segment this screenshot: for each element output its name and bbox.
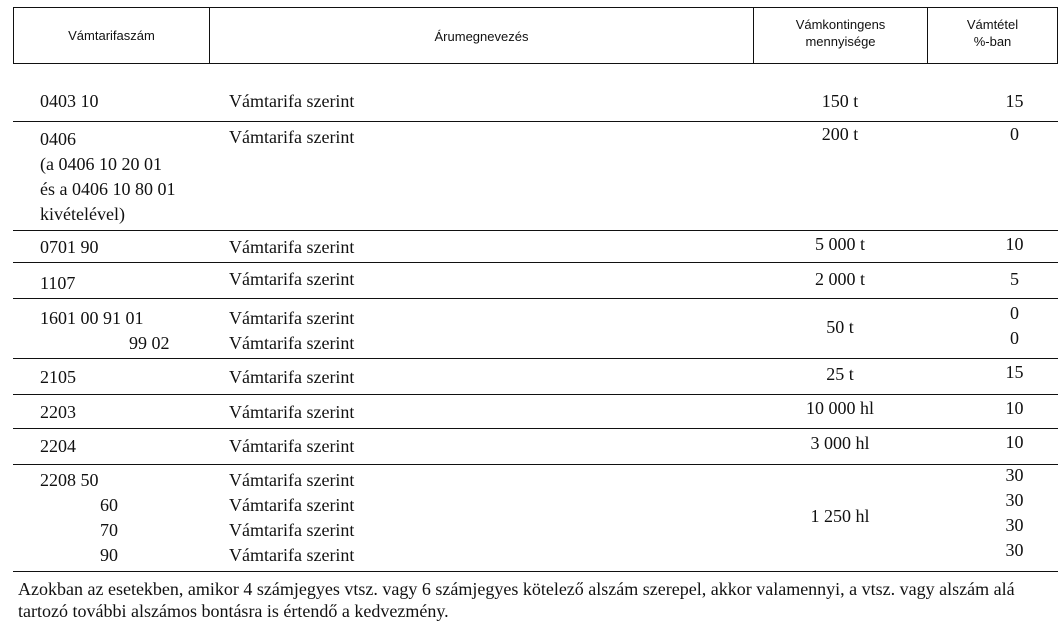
row-rate bbox=[927, 122, 1060, 147]
header-name-label: Árumegnevezés bbox=[434, 29, 529, 44]
row-code bbox=[40, 271, 230, 296]
row-code bbox=[40, 400, 230, 425]
row-name bbox=[229, 400, 729, 425]
name-line: Vámtarifa szerint bbox=[229, 308, 355, 328]
name-line: Vámtarifa szerint bbox=[229, 237, 355, 257]
code-line: kivételével) bbox=[40, 204, 125, 224]
code-line: 1601 00 91 01 bbox=[40, 308, 144, 328]
code-line: 2204 bbox=[40, 436, 76, 456]
code-line: 70 bbox=[100, 520, 118, 540]
row-quota: 50 t bbox=[826, 317, 854, 337]
code-line: 99 02 bbox=[129, 333, 170, 353]
table-header bbox=[13, 7, 1058, 64]
row-quota: 10 000 hl bbox=[805, 398, 874, 418]
name-line: Vámtarifa szerint bbox=[229, 495, 355, 515]
table-row bbox=[13, 358, 1058, 394]
rate-line: 5 bbox=[1010, 269, 1019, 289]
rate-line: 30 bbox=[1005, 465, 1024, 485]
rate-line: 15 bbox=[1005, 91, 1024, 111]
row-rate bbox=[927, 430, 1060, 455]
code-line: és a 0406 10 80 01 bbox=[40, 179, 176, 199]
table-row bbox=[13, 464, 1058, 572]
row-name bbox=[229, 235, 729, 260]
table-row bbox=[13, 262, 1058, 297]
code-line: 90 bbox=[100, 545, 118, 565]
header-rate-label: Vámtétel %-ban bbox=[966, 17, 1019, 49]
footnote: Azokban az esetekben, amikor 4 számjegyes vtsz. vagy 6 számjegyes kötelező alszám szerepel, akkor valamennyi, a vtsz. vagy alszám alá tartozó további alszámos bontásra is értendő a kedvezmény. bbox=[18, 579, 1015, 621]
table-row bbox=[13, 394, 1058, 428]
name-line: Vámtarifa szerint bbox=[229, 402, 355, 422]
row-code bbox=[40, 89, 230, 114]
rate-line: 0 bbox=[1010, 303, 1019, 323]
name-line: Vámtarifa szerint bbox=[229, 91, 355, 111]
row-name bbox=[229, 468, 729, 568]
row-code bbox=[40, 468, 230, 568]
header-rate bbox=[928, 8, 1057, 63]
row-quota: 5 000 t bbox=[814, 234, 865, 254]
row-name bbox=[229, 434, 729, 459]
rate-line: 0 bbox=[1010, 328, 1019, 348]
row-code bbox=[40, 434, 230, 459]
row-name bbox=[229, 365, 729, 390]
name-line: Vámtarifa szerint bbox=[229, 545, 355, 565]
rate-line: 10 bbox=[1005, 234, 1024, 254]
name-line: Vámtarifa szerint bbox=[229, 520, 355, 540]
code-line: 1107 bbox=[40, 273, 76, 293]
name-line: Vámtarifa szerint bbox=[229, 269, 355, 289]
rate-line: 10 bbox=[1005, 398, 1024, 418]
row-rate bbox=[927, 232, 1060, 257]
row-rate bbox=[927, 89, 1060, 114]
header-quota bbox=[754, 8, 928, 63]
row-rate bbox=[927, 360, 1060, 385]
table-row bbox=[13, 89, 1058, 119]
row-rate bbox=[927, 396, 1060, 421]
row-code bbox=[40, 306, 230, 356]
row-code bbox=[40, 365, 230, 390]
row-name bbox=[229, 306, 729, 356]
row-quota: 2 000 t bbox=[814, 269, 865, 289]
code-line: 60 bbox=[100, 495, 118, 515]
table-row bbox=[13, 121, 1058, 230]
name-line: Vámtarifa szerint bbox=[229, 436, 355, 456]
code-line: 0406 bbox=[40, 129, 76, 149]
header-quota-label: Vámkontingens mennyisége bbox=[795, 17, 886, 49]
row-name bbox=[229, 125, 729, 150]
row-code bbox=[40, 235, 230, 260]
rate-line: 30 bbox=[1005, 540, 1024, 560]
row-quota: 3 000 hl bbox=[810, 433, 870, 453]
row-rate bbox=[927, 463, 1060, 563]
code-line: 0701 90 bbox=[40, 237, 99, 257]
row-quota: 25 t bbox=[826, 364, 854, 384]
code-line: 2208 50 bbox=[40, 470, 99, 490]
table-row bbox=[13, 298, 1058, 357]
row-quota: 1 250 hl bbox=[810, 506, 870, 526]
table-row bbox=[13, 428, 1058, 463]
rate-line: 0 bbox=[1010, 124, 1019, 144]
code-line: (a 0406 10 20 01 bbox=[40, 154, 162, 174]
name-line: Vámtarifa szerint bbox=[229, 470, 355, 490]
row-name bbox=[229, 89, 729, 114]
code-line: 2105 bbox=[40, 367, 76, 387]
row-code bbox=[40, 127, 230, 227]
rate-line: 30 bbox=[1005, 490, 1024, 510]
code-line: 2203 bbox=[40, 402, 76, 422]
header-code bbox=[14, 8, 210, 63]
header-name bbox=[210, 8, 754, 63]
row-rate bbox=[927, 267, 1060, 292]
rate-line: 15 bbox=[1005, 362, 1024, 382]
rate-line: 30 bbox=[1005, 515, 1024, 535]
row-rate bbox=[927, 301, 1060, 351]
table-row bbox=[13, 230, 1058, 262]
header-code-label: Vámtarifaszám bbox=[68, 28, 155, 43]
name-line: Vámtarifa szerint bbox=[229, 127, 355, 147]
name-line: Vámtarifa szerint bbox=[229, 367, 355, 387]
name-line: Vámtarifa szerint bbox=[229, 333, 355, 353]
row-quota: 200 t bbox=[821, 124, 859, 144]
code-line: 0403 10 bbox=[40, 91, 99, 111]
row-name bbox=[229, 267, 729, 292]
row-quota: 150 t bbox=[821, 91, 859, 111]
rate-line: 10 bbox=[1005, 432, 1024, 452]
